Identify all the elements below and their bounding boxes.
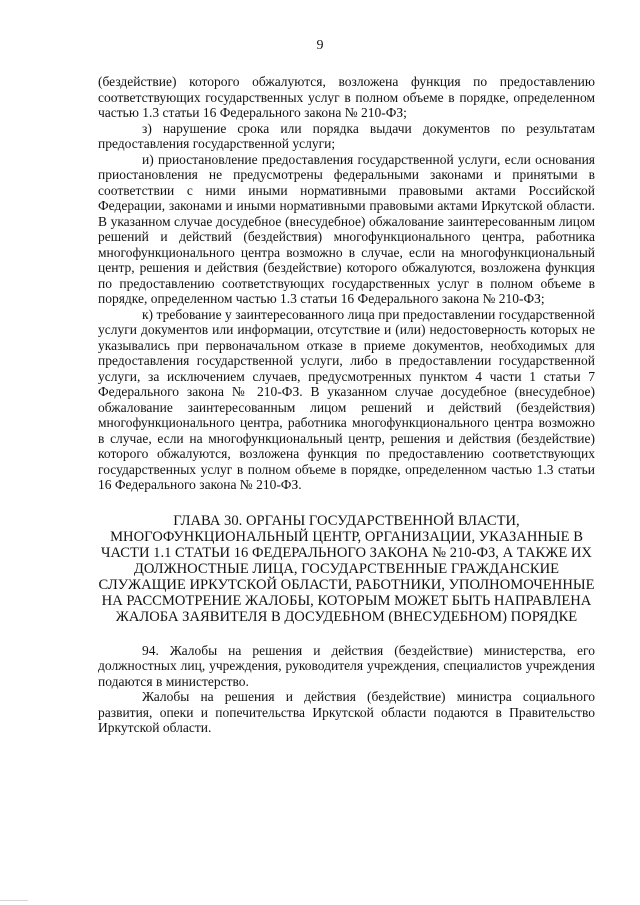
paragraph-item-i: и) приостановление предоставления государственной услуги, если основания приостановления не предусмотрены федеральными законами и принятыми в соответствии с ними иными нормативными правовыми актами Российской Федерации, законами и иными нормативными правовыми актами Иркутской области. В указанном случае досудебное (внесудебное) обжалование заинтересованным лицом решений и действий (бездействия) многофункционального центра, работника многофункционального центра возможно в случае, если на многофункциональный центр, решения и действия (бездействие) которого обжалуются, возложена функция по предоставлению соответствующих государственных услуг в полном объеме в порядке, определенном частью 1.3 статьи 16 Федерального закона № 210-ФЗ;	[98, 151, 595, 306]
footer-scan-mark: ──────────────	[0, 899, 29, 903]
paragraph-item-z: з) нарушение срока или порядка выдачи документов по результатам предоставления государственной услуги;	[98, 120, 595, 151]
paragraph-94: 94. Жалобы на решения и действия (бездействие) министерства, его должностных лиц, учреждения, руководителя учреждения, специалистов учреждения подаются в министерство.	[98, 642, 595, 689]
paragraph-complaints-minister: Жалобы на решения и действия (бездействие) министра социального развития, опеки и попечительства Иркутской области подаются в Правительство Иркутской области.	[98, 689, 595, 735]
paragraph-item-k: к) требование у заинтересованного лица при предоставлении государственной услуги документов или информации, отсутствие и (или) недостоверность которых не указывались при первоначальном отказе в приеме документов, необходимых для предоставления государственной услуги, либо в предоставлении государственной услуги, за исключением случаев, предусмотренных пунктом 4 части 1 статьи 7 Федерального закона № 210-ФЗ. В указанном случае досудебное (внесудебное) обжалование заинтересованным лицом решений и действий (бездействия) многофункционального центра, работника многофункционального центра возможно в случае, если на многофункциональный центр, решения и действия (бездействие) которого обжалуются, возложена функция по предоставлению соответствующих государственных услуг в полном объеме в порядке, определенном частью 1.3 статьи 16 Федерального закона № 210-ФЗ.	[98, 306, 595, 492]
paragraph-continuation: (бездействие) которого обжалуются, возложена функция по предоставлению соответствующих государственных услуг в полном объеме в порядке, определенном частью 1.3 статьи 16 Федерального закона № 210-ФЗ;	[98, 74, 595, 120]
document-body	[98, 74, 595, 736]
page-number: 9	[316, 38, 324, 53]
chapter-heading: ГЛАВА 30. ОРГАНЫ ГОСУДАРСТВЕННОЙ ВЛАСТИ, МНОГОФУНКЦИОНАЛЬНЫЙ ЦЕНТР, ОРГАНИЗАЦИИ, УКАЗАННЫЕ В ЧАСТИ 1.1 СТАТЬИ 16 ФЕДЕРАЛЬНОГО ЗАКОНА № 210-ФЗ, А ТАКЖЕ ИХ ДОЛЖНОСТНЫЕ ЛИЦА, ГОСУДАРСТВЕННЫЕ ГРАЖДАНСКИЕ СЛУЖАЩИЕ ИРКУТСКОЙ ОБЛАСТИ, РАБОТНИКИ, УПОЛНОМОЧЕННЫЕ НА РАССМОТРЕНИЕ ЖАЛОБЫ, КОТОРЫМ МОЖЕТ БЫТЬ НАПРАВЛЕНА ЖАЛОБА ЗАЯВИТЕЛЯ В ДОСУДЕБНОМ (ВНЕСУДЕБНОМ) ПОРЯДКЕ	[98, 512, 595, 625]
